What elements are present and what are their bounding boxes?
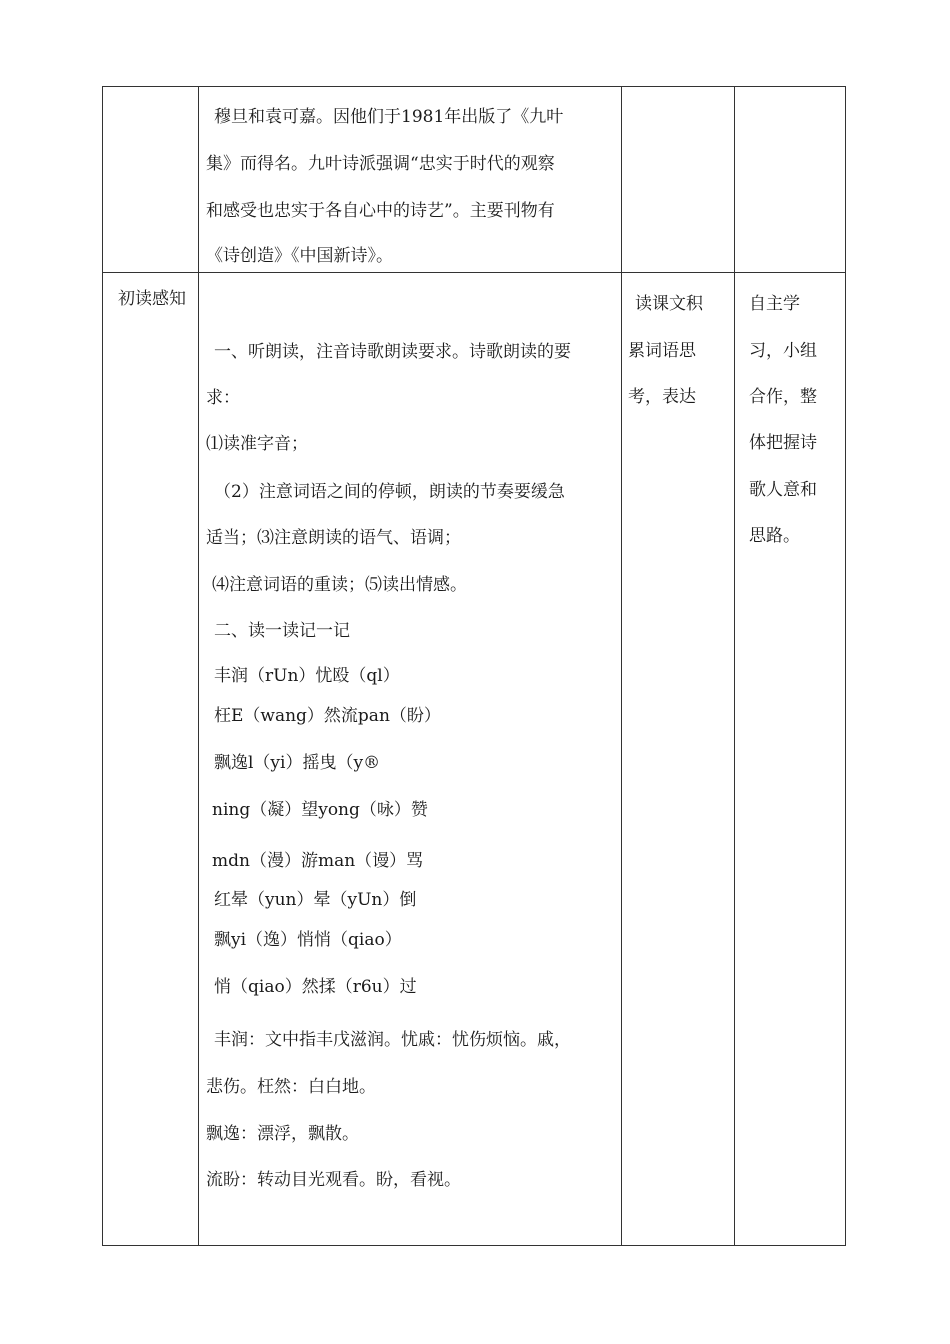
content-line: 一、听朗读，注音诗歌朗读要求。诗歌朗读的要 (214, 342, 571, 362)
content-line: 集》而得名。九叶诗派强调“忠实于时代的观察 (206, 154, 555, 174)
design-intent-line: 歌人意和 (749, 480, 817, 500)
content-line: 飘逸l（yi）摇曳（y® (214, 753, 381, 773)
content-line: 丰润（rUn）忧殴（ql） (214, 666, 400, 686)
design-intent-line: 合作，整 (749, 387, 817, 407)
content-line: 适当；⑶注意朗读的语气、语调； (206, 528, 461, 548)
content-line: 和感受也忠实于各自心中的诗艺”。主要刊物有 (206, 201, 555, 221)
content-line: ⑷注意词语的重读；⑸读出情感。 (212, 575, 467, 595)
content-line: 枉E（wang）然流pan（盼） (214, 706, 441, 726)
content-line: 丰润：文中指丰戊滋润。忧戚：忧伤烦恼。戚， (214, 1030, 571, 1050)
content-line: 红晕（yun）晕（yUn）倒 (214, 890, 417, 910)
content-line: 飘逸：漂浮，飘散。 (206, 1124, 359, 1144)
column-divider-3 (734, 86, 735, 1246)
content-line: 求： (206, 388, 240, 408)
content-line: ning（凝）望yong（咏）赞 (212, 800, 428, 820)
content-line: ⑴读准字音； (206, 434, 308, 454)
content-line: （2）注意词语之间的停顿，朗读的节奏要缓急 (214, 482, 565, 502)
content-line: 《诗创造》《中国新诗》。 (206, 246, 393, 266)
content-line: 飘yi（逸）悄悄（qiao） (214, 930, 402, 950)
design-intent-line: 习，小组 (749, 341, 817, 361)
column-divider-2 (621, 86, 622, 1246)
content-line: mdn（漫）游man（谩）骂 (212, 851, 424, 871)
design-intent-line: 自主学 (749, 294, 800, 314)
student-activity-line: 读课文积 (635, 294, 703, 314)
design-intent-line: 思路。 (749, 526, 800, 546)
content-line: 二、读一读记一记 (214, 621, 350, 641)
content-line: 穆旦和袁可嘉。因他们于1981年出版了《九叶 (214, 107, 564, 127)
section-label: 初读感知 (118, 289, 186, 309)
student-activity-line: 考，表达 (628, 387, 696, 407)
design-intent-line: 体把握诗 (749, 433, 817, 453)
table-right-border (845, 86, 846, 1246)
student-activity-line: 累词语思 (628, 341, 696, 361)
content-line: 流盼：转动目光观看。盼，看视。 (206, 1170, 461, 1190)
content-line: 悲伤。枉然：白白地。 (206, 1077, 376, 1097)
column-divider-1 (198, 86, 199, 1246)
content-line: 悄（qiao）然揉（r6u）过 (214, 977, 417, 997)
table-left-border (102, 86, 103, 1246)
